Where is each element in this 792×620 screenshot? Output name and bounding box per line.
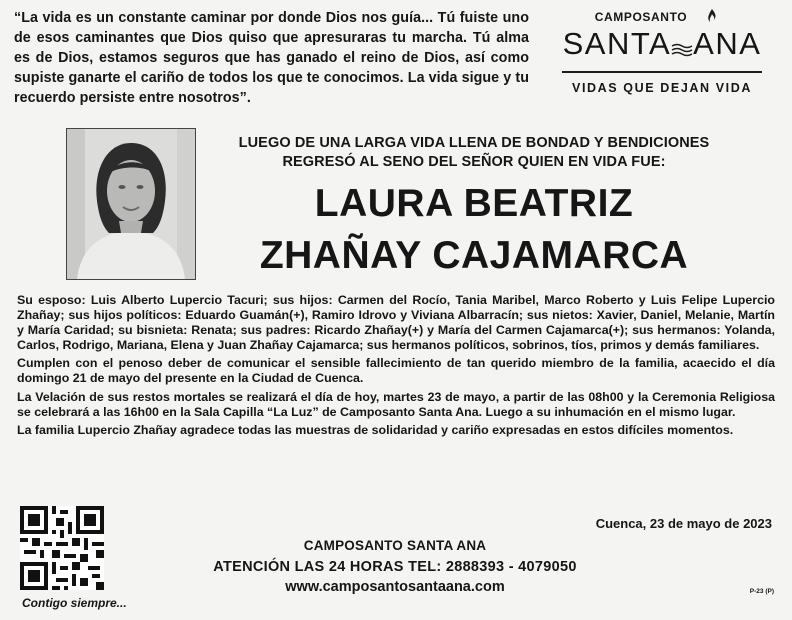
intro-text: [210, 134, 738, 172]
portrait-photo: [66, 128, 196, 280]
qr-caption: Contigo siempre...: [22, 596, 127, 610]
logo-tagline: VIDAS QUE DEJAN VIDA: [572, 81, 752, 95]
deceased-name-line-2: ZHAÑAY CAJAMARCA: [259, 234, 689, 277]
logo-name-right: ANA: [693, 26, 762, 61]
camposanto-logo: [552, 10, 772, 95]
qr-code-icon[interactable]: [20, 506, 104, 590]
announcement-paragraph: Cumplen con el penoso deber de comunicar el sensible fallecimiento de tan querido miembro de la familia, acaecido el día domingo 21 de mayo del presente en la Ciudad de Cuenca.: [17, 356, 775, 386]
memorial-quote: “La vida es un constante caminar por donde Dios nos guía... Tú fuiste uno de esos caminantes que Dios quiso que apresuraras tu marcha. Tú alma es de Dios, estamos seguros que has ganado el reino de Dios, así como supiste ganarte el cariño de todos los que te conocimos. La vida sigue y tu recuerdo persiste entre nosotros”.: [14, 10, 529, 106]
notice-body: [17, 293, 775, 441]
logo-top-text: CAMPOSANTO: [594, 10, 688, 24]
family-paragraph: Su esposo: Luis Alberto Lupercio Tacuri; sus hijos: Carmen del Rocío, Tania Maribel, Marco Roberto y Luis Felipe Lupercio Zhañay; sus hijos políticos: Eduardo Guamán(+), Ramiro Idrovo y Viviana Albarracín; sus nietos: Xavier, Daniel, Melanie, Martín y María Caridad; su bisnieta: Renata; sus padres: Ricardo Zhañay(+) y María del Carmen Cajamarca(+); sus hermanos: Yolanda, Carlos, Rodrigo, Mariana, Elena y Juan Zhañay Cajamarca; sus hermanos políticos, sobrinos, tíos, primos y demás familiares.: [17, 293, 775, 353]
portrait-illustration: [67, 129, 195, 279]
deceased-name-line-1: LAURA BEATRIZ: [314, 182, 634, 225]
logo-name: [552, 26, 772, 62]
footer-company-name: CAMPOSANTO SANTA ANA: [303, 538, 487, 553]
publication-code: P-23 (P): [749, 588, 774, 595]
logo-name-left: SANTA: [562, 26, 672, 61]
velacion-paragraph: La Velación de sus restos mortales se realizará el día de hoy, martes 23 de mayo, a partir de las 08h00 y la Ceremonia Religiosa se celebrará a las 16h00 en la Sala Capilla “La Luz” de Camposanto Santa Ana. Luego a su inhumación en el mismo lugar.: [17, 389, 775, 419]
notice-date: Cuenca, 23 de mayo de 2023: [595, 516, 772, 531]
intro-line-2: REGRESÓ AL SENO DEL SEÑOR QUIEN EN VIDA FUE:: [282, 154, 666, 170]
footer-phone: ATENCIÓN LAS 24 HORAS TEL: 2888393 - 4079050: [213, 559, 577, 575]
footer-website-link[interactable]: www.camposantosantaana.com: [285, 579, 505, 595]
waves-icon: [671, 42, 693, 58]
intro-line-1: LUEGO DE UNA LARGA VIDA LLENA DE BONDAD Y BENDICIONES: [238, 135, 710, 151]
logo-divider: [562, 71, 762, 73]
flame-icon: [706, 8, 718, 24]
deceased-name: [210, 178, 738, 282]
thanks-paragraph: La familia Lupercio Zhañay agradece todas las muestras de solidaridad y cariño expresadas en estos difíciles momentos.: [17, 422, 734, 437]
footer-contact: [180, 537, 610, 596]
